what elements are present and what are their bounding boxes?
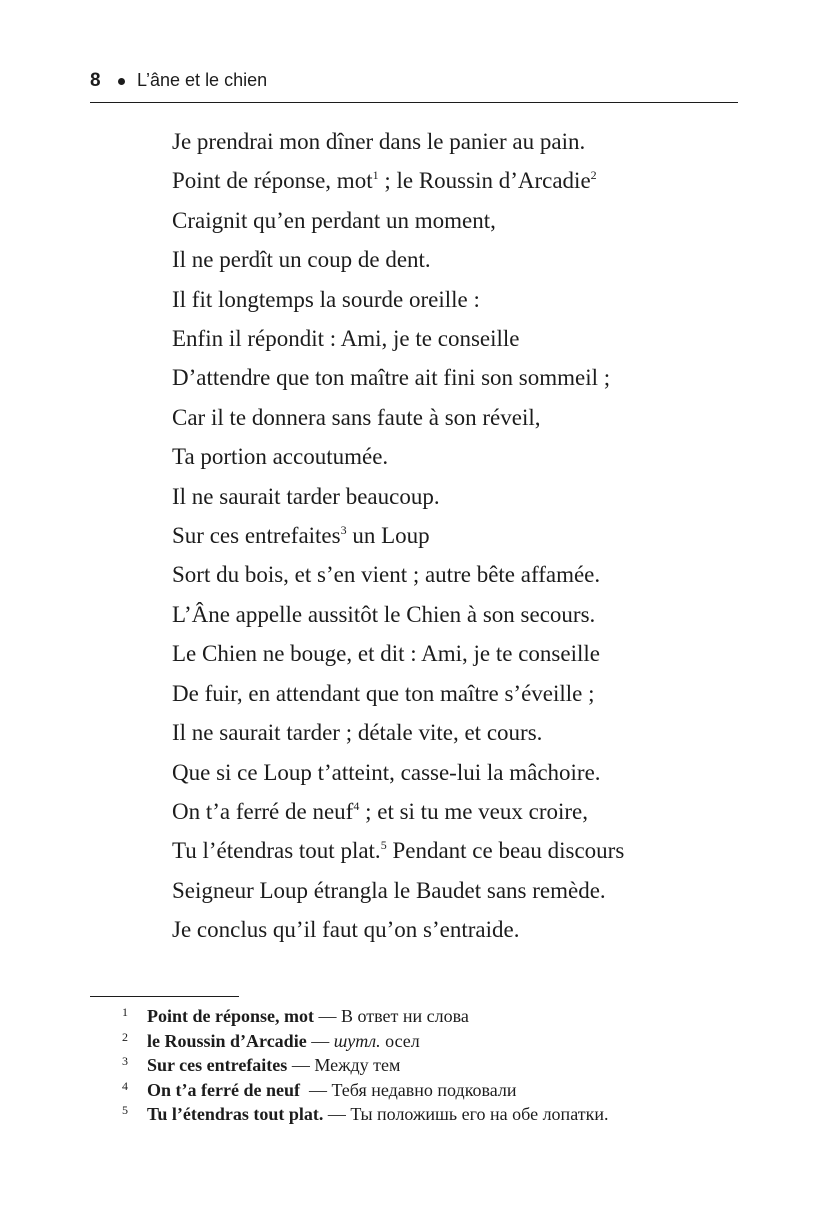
- footnote-term: Tu l’étendras tout plat.: [147, 1104, 324, 1125]
- footnote-number: 4: [122, 1078, 128, 1093]
- footnotes: [90, 1004, 730, 1127]
- footnote-item: 3 Sur ces entrefaites — Между тем: [90, 1053, 730, 1078]
- verse-line: L’Âne appelle aussitôt le Chien à son secours.: [172, 601, 596, 627]
- verse-line: De fuir, en attendant que ton maître s’éveille ;: [172, 680, 595, 706]
- verse-line: Le Chien ne bouge, et dit : Ami, je te conseille: [172, 641, 600, 667]
- footnote-item: 2 le Roussin d’Arcadie — шутл. осел: [90, 1029, 730, 1054]
- verse-line: Il fit longtemps la sourde oreille :: [172, 286, 480, 312]
- footnote-ref: 5: [380, 838, 387, 853]
- footnote-ref: 2: [590, 168, 597, 183]
- verse-line: Je prendrai mon dîner dans le panier au pain.: [172, 129, 586, 154]
- verse-line: Enfin il répondit : Ami, je te conseille: [172, 326, 520, 352]
- footnote-item: 5 Tu l’étendras tout plat. — Ты положишь его на обе лопатки.: [90, 1102, 730, 1127]
- footnote-number: 5: [122, 1103, 128, 1118]
- bullet-separator-icon: [118, 78, 125, 85]
- running-header: [90, 66, 738, 103]
- verse-line: Sort du bois, et s’en vient ; autre bête affamée.: [172, 562, 601, 588]
- footnote-gloss: Тебя недавно подковали: [331, 1079, 517, 1100]
- footnote-divider: [90, 996, 239, 997]
- footnote-gloss: осел: [380, 1030, 420, 1051]
- verse-line: On t’a ferré de neuf$^4$ ; et si tu me veux croire,: [172, 798, 588, 824]
- verse-line: Car il te donnera sans faute à son réveil,: [172, 404, 541, 430]
- footnote-gloss: Ты положишь его на обе лопатки.: [350, 1104, 609, 1125]
- verse-line: Sur ces entrefaites$^3$ un Loup: [172, 523, 430, 549]
- footnote-number: 2: [122, 1029, 128, 1044]
- running-title: L’âne et le chien: [137, 70, 268, 90]
- footnote-gloss: В ответ ни слова: [340, 1006, 469, 1026]
- footnote-item: 1 Point de réponse, mot — В ответ ни слова: [90, 1004, 730, 1029]
- verse-line: Craignit qu’en perdant un moment,: [172, 207, 496, 233]
- footnote-ref: 3: [340, 523, 347, 538]
- verse-line: Seigneur Loup étrangla le Baudet sans remède.: [172, 877, 606, 903]
- footnote-style-mark: шутл.: [333, 1030, 381, 1051]
- poem-body: [172, 122, 732, 950]
- verse-line: Je conclus qu’il faut qu’on s’entraide.: [172, 917, 520, 943]
- verse-line: D’attendre que ton maître ait fini son sommeil ;: [172, 365, 611, 391]
- verse-line: Ta portion accoutumée.: [172, 444, 389, 470]
- footnote-gloss: Между тем: [314, 1055, 401, 1076]
- verse-line: Il ne saurait tarder ; détale vite, et cours.: [172, 720, 543, 746]
- footnote-term: le Roussin d’Arcadie: [147, 1030, 307, 1051]
- verse-line: Que si ce Loup t’atteint, casse-lui la mâchoire.: [172, 759, 601, 785]
- page-number: 8: [90, 70, 101, 91]
- footnote-item: 4 On t’a ferré de neuf — Тебя недавно подковали: [90, 1078, 730, 1103]
- verse-line: Il ne perdît un coup de dent.: [172, 247, 431, 273]
- footnote-ref: 4: [353, 798, 360, 813]
- footnote-ref: 1: [372, 168, 379, 183]
- verse-line: Tu l’étendras tout plat.$^5$ Pendant ce beau discours: [172, 838, 625, 864]
- footnote-number: 3: [122, 1054, 128, 1069]
- verse-line: Il ne saurait tarder beaucoup.: [172, 483, 440, 509]
- footnote-number: 1: [122, 1005, 128, 1019]
- footnote-term: Sur ces entrefaites: [147, 1055, 288, 1076]
- verse-line: Point de réponse, mot$^1$ ; le Roussin d’Arcadie$^2$: [172, 168, 597, 194]
- footnote-term: On t’a ferré de neuf: [147, 1079, 300, 1100]
- footnote-term: Point de réponse, mot: [147, 1006, 314, 1026]
